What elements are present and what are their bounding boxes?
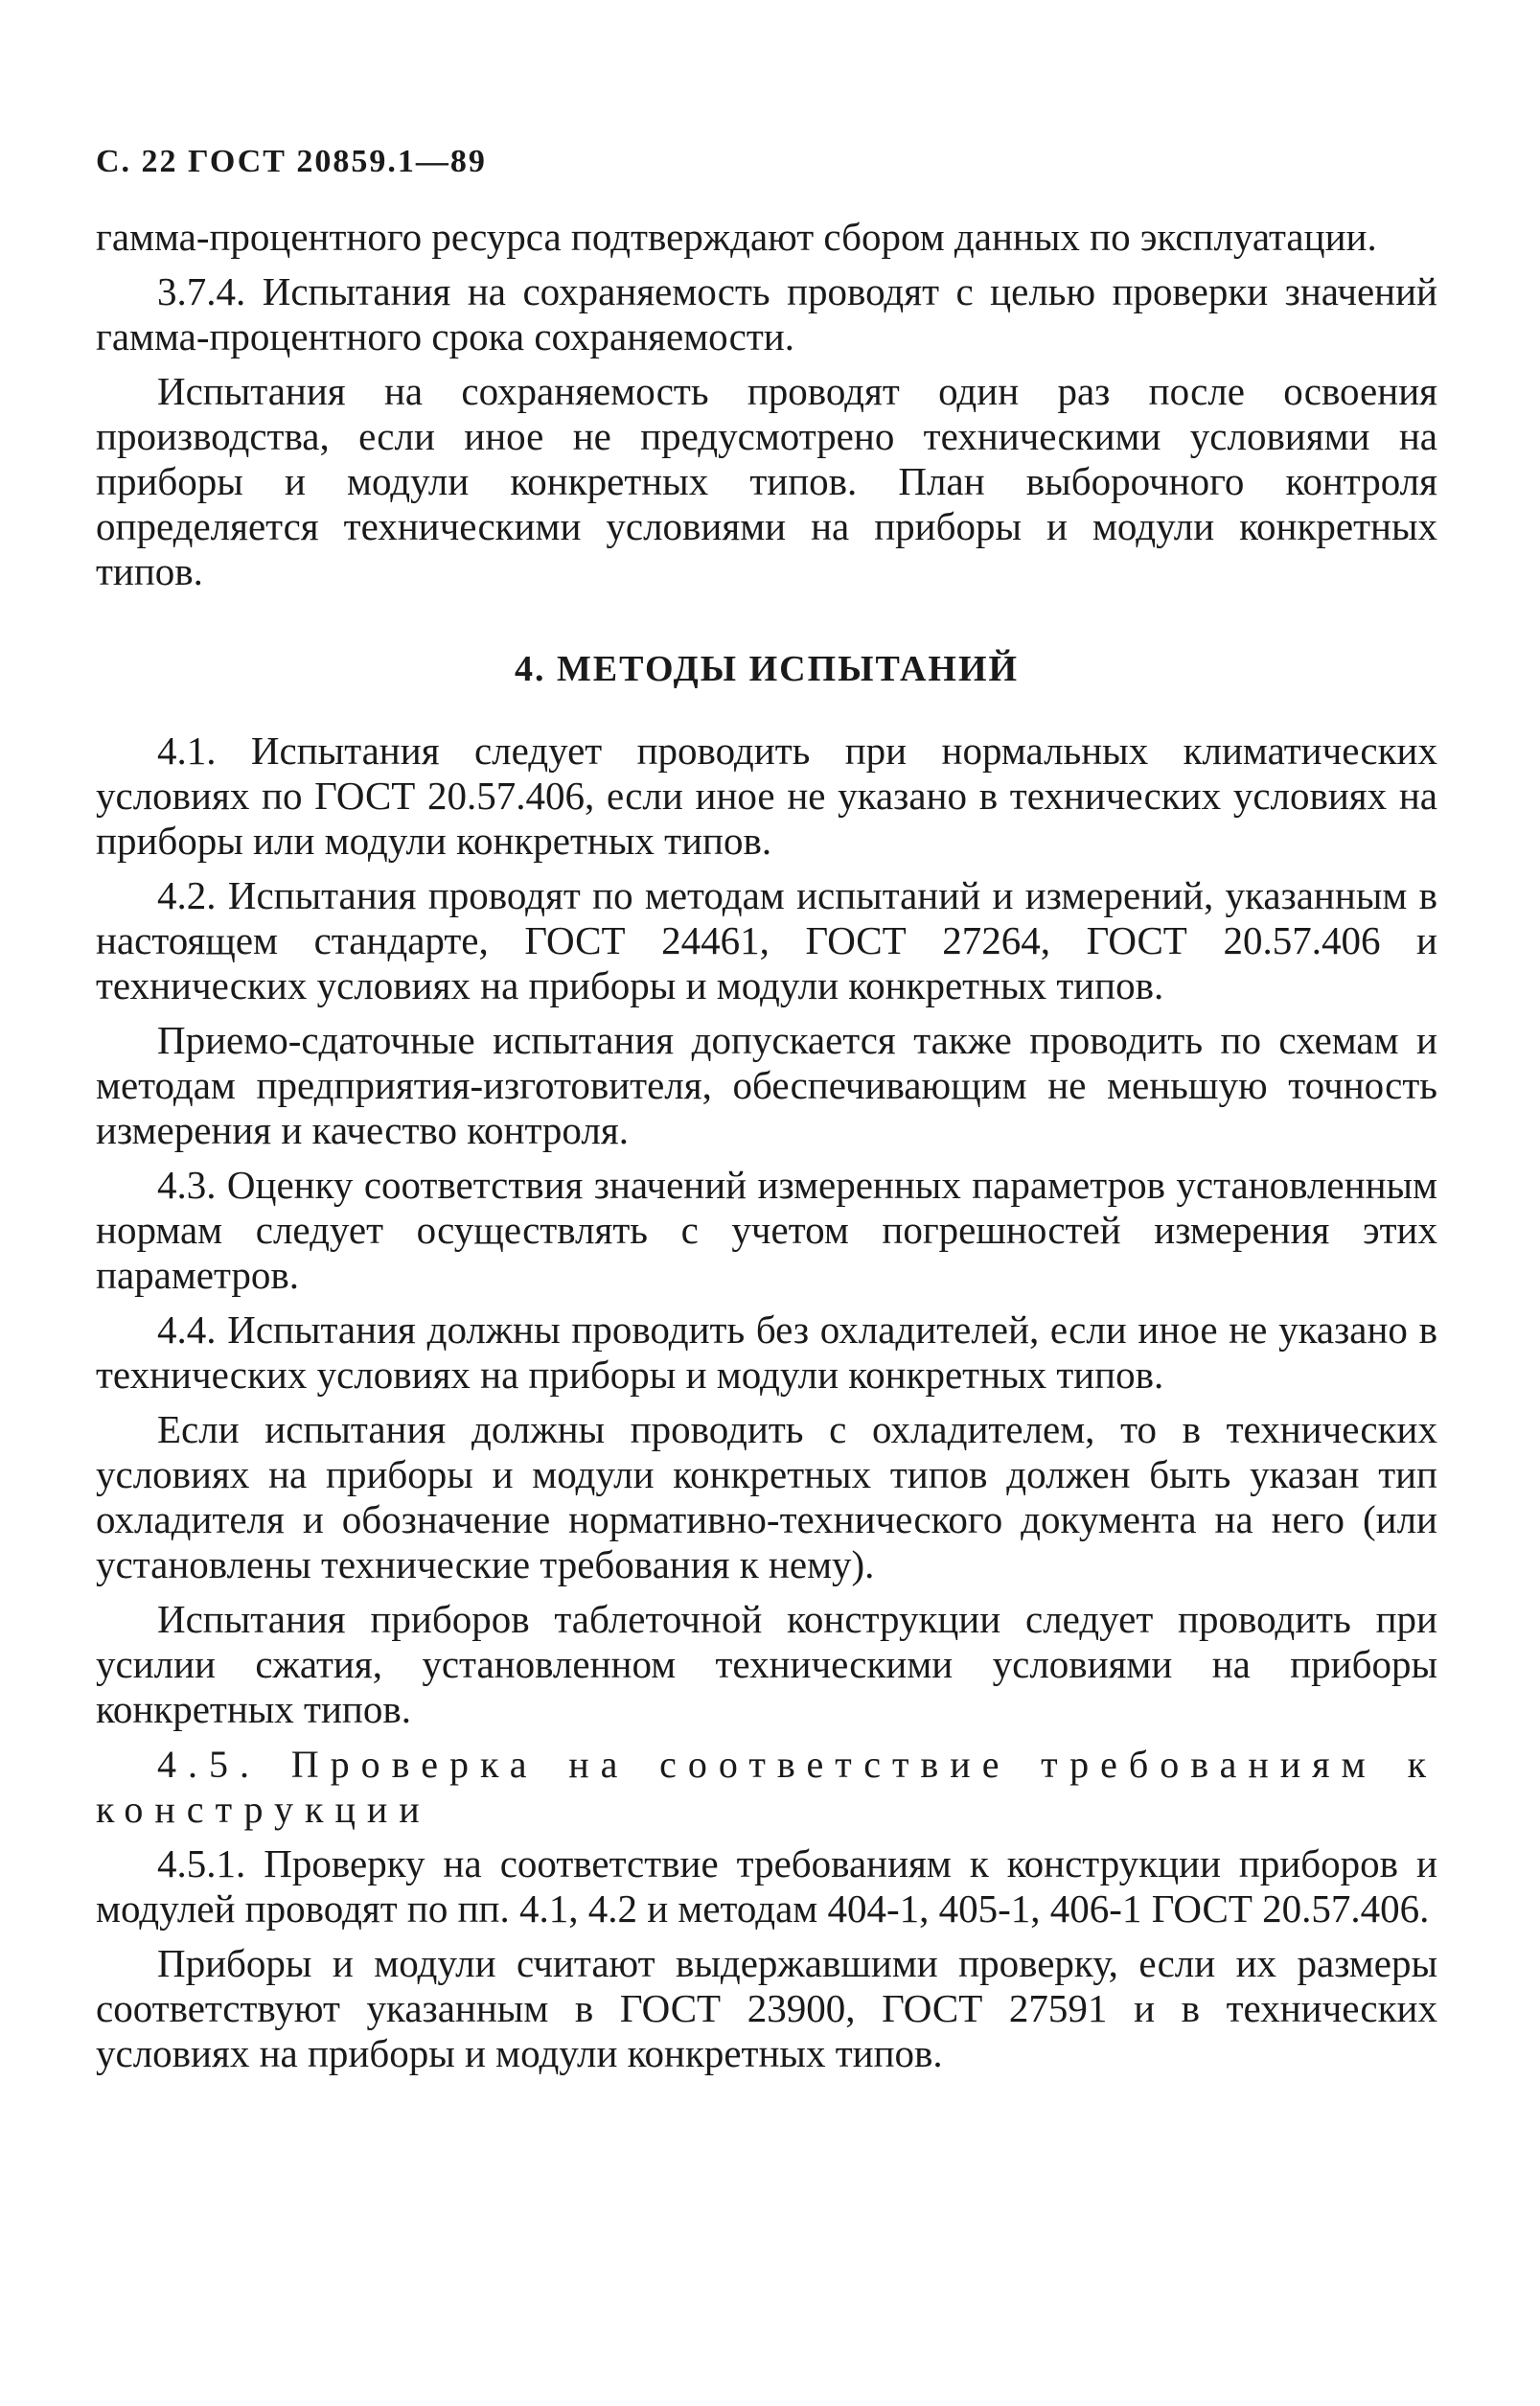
section-title: 4. МЕТОДЫ ИСПЫТАНИЙ: [514, 649, 1020, 689]
paragraph-4-5-1: 4.5.1. Проверку на соответствие требованиям к конструкции приборов и модулей проводят по пп. 4.1, 4.2 и методам 404-1, 405-1, 406-1 ГОСТ 20.57.406.: [96, 1841, 1437, 1931]
document-page: [96, 144, 1437, 2086]
paragraph-cooler: Если испытания должны проводить с охладителем, то в технических условиях на приборы и модули конкретных типов должен быть указан тип охладителя и обозначение нормативно-технического документа на него (или установлены технические требования к нему).: [96, 1407, 1437, 1586]
paragraph-tablet-devices: Испытания приборов таблеточной конструкции следует проводить при усилии сжатия, установленном техническими условиями на приборы конкретных типов.: [96, 1597, 1437, 1731]
running-head: С. 22 ГОСТ 20859.1—89: [96, 144, 487, 179]
paragraph-4-4: 4.4. Испытания должны проводить без охладителей, если иное не указано в технических условиях на приборы и модули конкретных типов.: [96, 1307, 1437, 1397]
paragraph-continuation: гамма-процентного ресурса подтверждают сбором данных по эксплуатации.: [96, 215, 1377, 259]
paragraph-4-1: 4.1. Испытания следует проводить при нормальных климатических условиях по ГОСТ 20.57.406, если иное не указано в технических условиях на приборы или модули конкретных типов.: [96, 729, 1437, 863]
paragraph-pass-criteria: Приборы и модули считают выдержавшими проверку, если их размеры соответствуют указанным в ГОСТ 23900, ГОСТ 27591 и в технических условиях на приборы и модули конкретных типов.: [96, 1941, 1437, 2075]
paragraph-3-7-4: 3.7.4. Испытания на сохраняемость проводят с целью проверки значений гамма-процентного срока сохраняемости.: [96, 269, 1437, 359]
paragraph-4-3: 4.3. Оценку соответствия значений измеренных параметров установленным нормам следует осуществлять с учетом погрешностей измерения этих параметров.: [96, 1163, 1437, 1297]
paragraph-acceptance-tests: Приемо-сдаточные испытания допускается также проводить по схемам и методам предприятия-изготовителя, обеспечивающим не меньшую точность измерения и качество контроля.: [96, 1018, 1437, 1152]
subsection-heading-4-5: 4.5. Проверка на соответствие требованиям к конструкции: [96, 1743, 1437, 1831]
paragraph-storage-tests: Испытания на сохраняемость проводят один раз после освоения производства, если иное не предусмотрено техническими условиями на приборы и модули конкретных типов. План выборочного контроля определяется техническими условиями на приборы и модули конкретных типов.: [96, 369, 1437, 593]
paragraph-4-2: 4.2. Испытания проводят по методам испытаний и измерений, указанным в настоящем стандарте, ГОСТ 24461, ГОСТ 27264, ГОСТ 20.57.406 и технических условиях на приборы и модули конкретных типов.: [96, 873, 1437, 1007]
